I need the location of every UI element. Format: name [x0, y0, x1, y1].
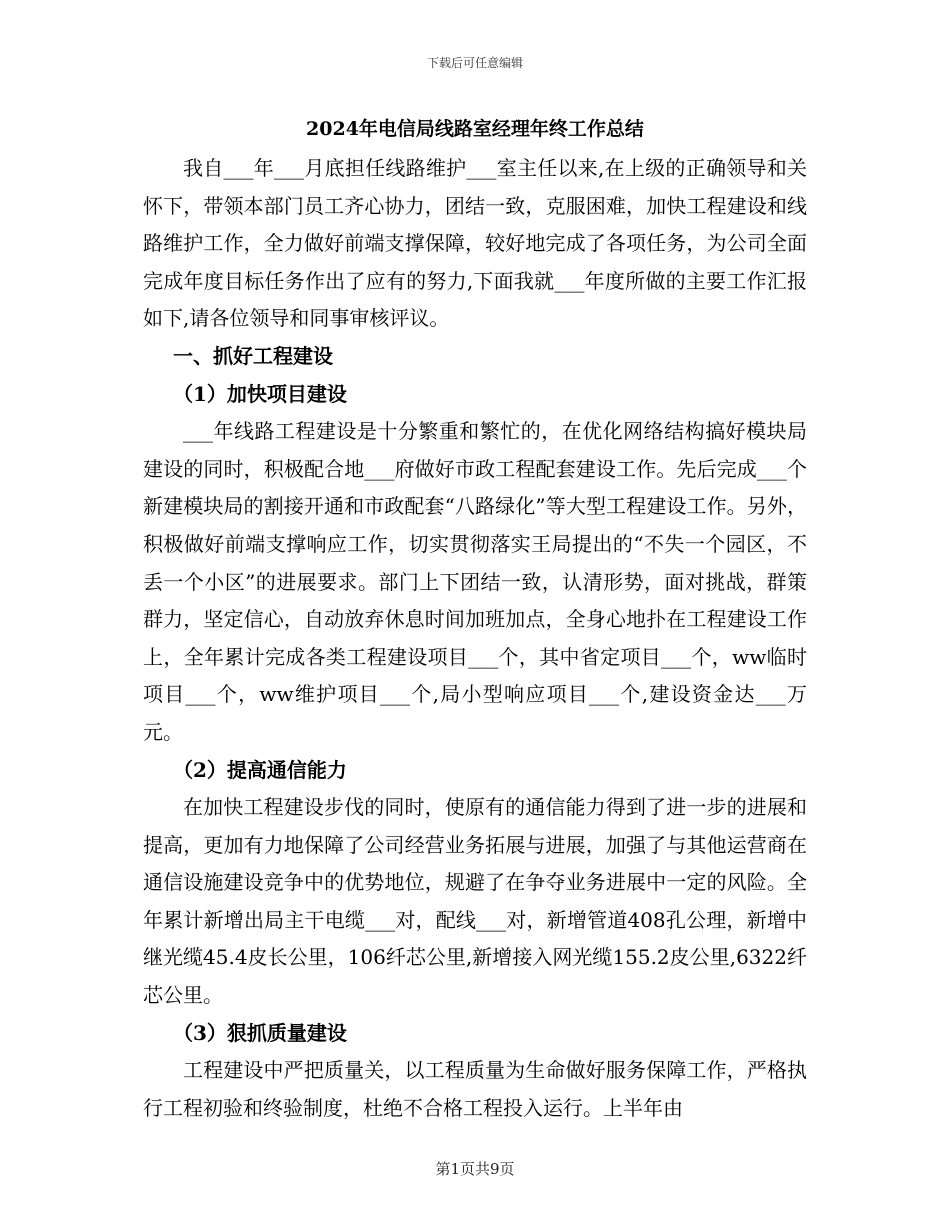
subsection-paragraph-project: ___年线路工程建设是十分繁重和繁忙的，在优化网络结构搞好模块局建设的同时，积极配合地___府做好市政工程配套建设工作。先后完成___个新建模块局的割接开通和市政配套“八路绿化”等大型工程建设工作。另外，积极做好前端支撑响应工作，切实贯彻落实王局提出的“不失一个园区，不丢一个小区”的进展要求。部门上下团结一致，认清形势，面对挑战，群策群力，坚定信心，自动放弃休息时间加班加点，全身心地扑在工程建设工作上，全年累计完成各类工程建设项目___个，其中省定项目___个，ww临时项目___个，ww维护项目___个,局小型响应项目___个,建设资金达___万元。 [143, 419, 807, 744]
subsection-paragraph-quality: 工程建设中严把质量关，以工程质量为生命做好服务保障工作，严格执行工程初验和终验制度，杜绝不合格工程投入运行。上半年由 [143, 1058, 807, 1120]
subsection-heading-quality: （3）狠抓质量建设 [173, 1020, 347, 1045]
subsection-paragraph-capacity: 在加快工程建设步伐的同时，使原有的通信能力得到了进一步的进展和提高，更加有力地保障了公司经营业务拓展与进展，加强了与其他运营商在通信设施建设竞争中的优势地位，规避了在争夺业务进展中一定的风险。全年累计新增出局主干电缆___对，配线___对，新增管道408孔公理，新增中继光缆45.4皮长公里，106纤芯公里,新增接入网光缆155.2皮公里,6322纤芯公里。 [143, 795, 807, 1008]
page-number: 第1页共9页 [435, 1160, 515, 1178]
document-body [143, 112, 807, 1127]
subsection-heading-capacity: （2）提高通信能力 [173, 757, 347, 782]
subsection-heading-project: （1）加快项目建设 [173, 381, 347, 406]
document-title: 2024年电信局线路室经理年终工作总结 [306, 118, 644, 140]
section-heading-engineering: 一、抓好工程建设 [173, 343, 333, 368]
intro-paragraph: 我自___年___月底担任线路维护___室主任以来,在上级的正确领导和关怀下，带领本部门员工齐心协力，团结一致，克服困难，加快工程建设和线路维护工作，全力做好前端支撑保障，较好地完成了各项任务，为公司全面完成年度目标任务作出了应有的努力,下面我就___年度所做的主要工作汇报如下,请各位领导和同事审核评议。 [143, 156, 807, 331]
page-header-note: 下载后可任意编辑 [426, 56, 523, 70]
